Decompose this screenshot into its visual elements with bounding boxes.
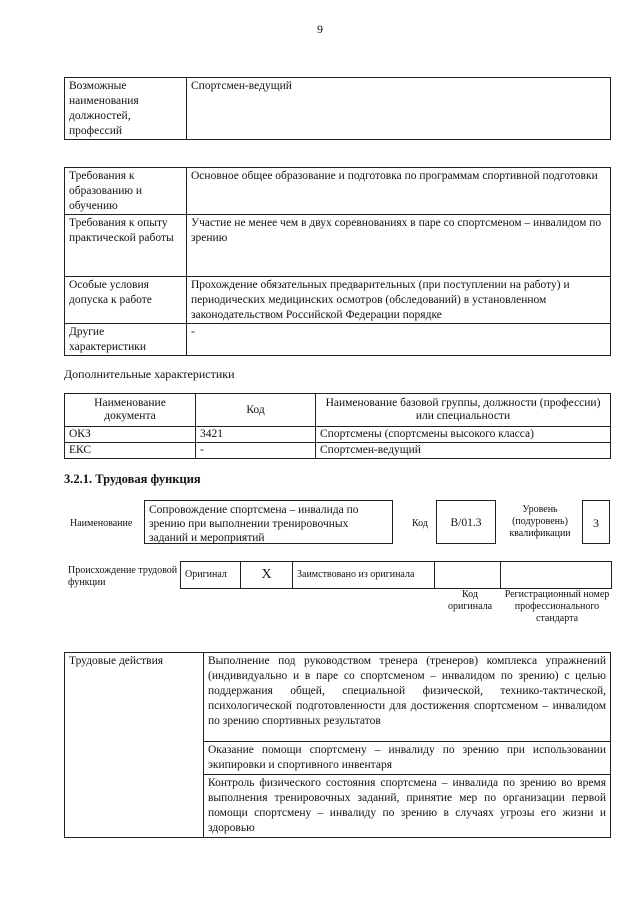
function-code-value: B/01.3: [436, 500, 496, 544]
requirement-row: [65, 324, 611, 356]
table-row: [65, 443, 611, 459]
origin-reg-cell: [501, 562, 612, 589]
requirement-label: Требования к опыту практической работы: [65, 215, 187, 277]
section-title: 3.2.1. Трудовая функция: [64, 472, 201, 486]
function-level-value: 3: [582, 500, 610, 544]
requirement-value: Прохождение обязательных предварительных (при поступлении на работу) и периодических медицинских осмотров (обследований) в установленном законодательством Российской Федерации порядке: [187, 277, 611, 324]
origin-table: [180, 561, 612, 589]
positions-table: [64, 77, 611, 140]
origin-code-cell: [435, 562, 501, 589]
table-row: [65, 653, 611, 742]
positions-label: Возможные наименования должностей, профессий: [65, 78, 187, 140]
requirement-label: Требования к образованию и обучению: [65, 168, 187, 215]
requirements-table: [64, 167, 611, 356]
requirement-value: Участие не менее чем в двух соревнованиях в паре со спортсменом – инвалидом по зрению: [187, 215, 611, 277]
actions-table: [64, 652, 611, 838]
requirement-row: [65, 277, 611, 324]
origin-borrowed: Заимствовано из оригинала: [293, 562, 435, 589]
extra-header-code: Код: [196, 394, 316, 427]
extra-cell: 3421: [196, 427, 316, 443]
origin-original: Оригинал: [181, 562, 241, 589]
extra-cell: Спортсмен-ведущий: [316, 443, 611, 459]
action-item: Выполнение под руководством тренера (тренеров) комплекса упражнений (индивидуально и в паре со спортсменом – инвалидом по зрению) с целью поддержания общей, специальной физической, технико-тактической, психологической подготовленности для достижения спортсменом – инвалидом по зрению спортивных результатов: [204, 653, 611, 742]
extra-caption: Дополнительные характеристики: [64, 367, 235, 381]
extra-table: [64, 393, 611, 459]
extra-cell: ЕКС: [65, 443, 196, 459]
action-item: Оказание помощи спортсмену – инвалиду по зрению при использовании экипировки и спортивного инвентаря: [204, 742, 611, 775]
table-row: [65, 427, 611, 443]
extra-header-group: Наименование базовой группы, должности (профессии) или специальности: [316, 394, 611, 427]
requirement-value: -: [187, 324, 611, 356]
function-name-value: Сопровождение спортсмена – инвалида по зрению при выполнении тренировочных заданий и мероприятий: [144, 500, 393, 544]
function-level-label: Уровень (подуровень) квалификации: [509, 504, 571, 539]
requirement-label: Особые условия допуска к работе: [65, 277, 187, 324]
action-item: Контроль физического состояния спортсмена – инвалида по зрению во время выполнения тренировочных заданий, принятие мер по организации первой помощи спортсмену – инвалиду по зрению в случаях угрозы его жизни и здоровью: [204, 775, 611, 838]
code-original-label: Код оригинала: [447, 589, 493, 612]
requirement-row: [65, 168, 611, 215]
extra-header-row: [65, 394, 611, 427]
extra-cell: -: [196, 443, 316, 459]
origin-label: Происхождение трудовой функции: [68, 565, 178, 588]
origin-mark: X: [241, 562, 293, 589]
extra-cell: Спортсмены (спортсмены высокого класса): [316, 427, 611, 443]
requirement-label: Другие характеристики: [65, 324, 187, 356]
actions-label: Трудовые действия: [65, 653, 204, 838]
positions-value: Спортсмен-ведущий: [187, 78, 611, 140]
extra-header-doc: Наименование документа: [65, 394, 196, 427]
extra-cell: ОКЗ: [65, 427, 196, 443]
reg-number-label: Регистрационный номер профессионального стандарта: [504, 589, 610, 624]
requirement-row: [65, 215, 611, 277]
requirement-value: Основное общее образование и подготовка по программам спортивной подготовки: [187, 168, 611, 215]
function-name-label: Наименование: [70, 518, 133, 529]
page-number: 9: [317, 22, 323, 36]
function-code-label: Код: [412, 518, 428, 529]
